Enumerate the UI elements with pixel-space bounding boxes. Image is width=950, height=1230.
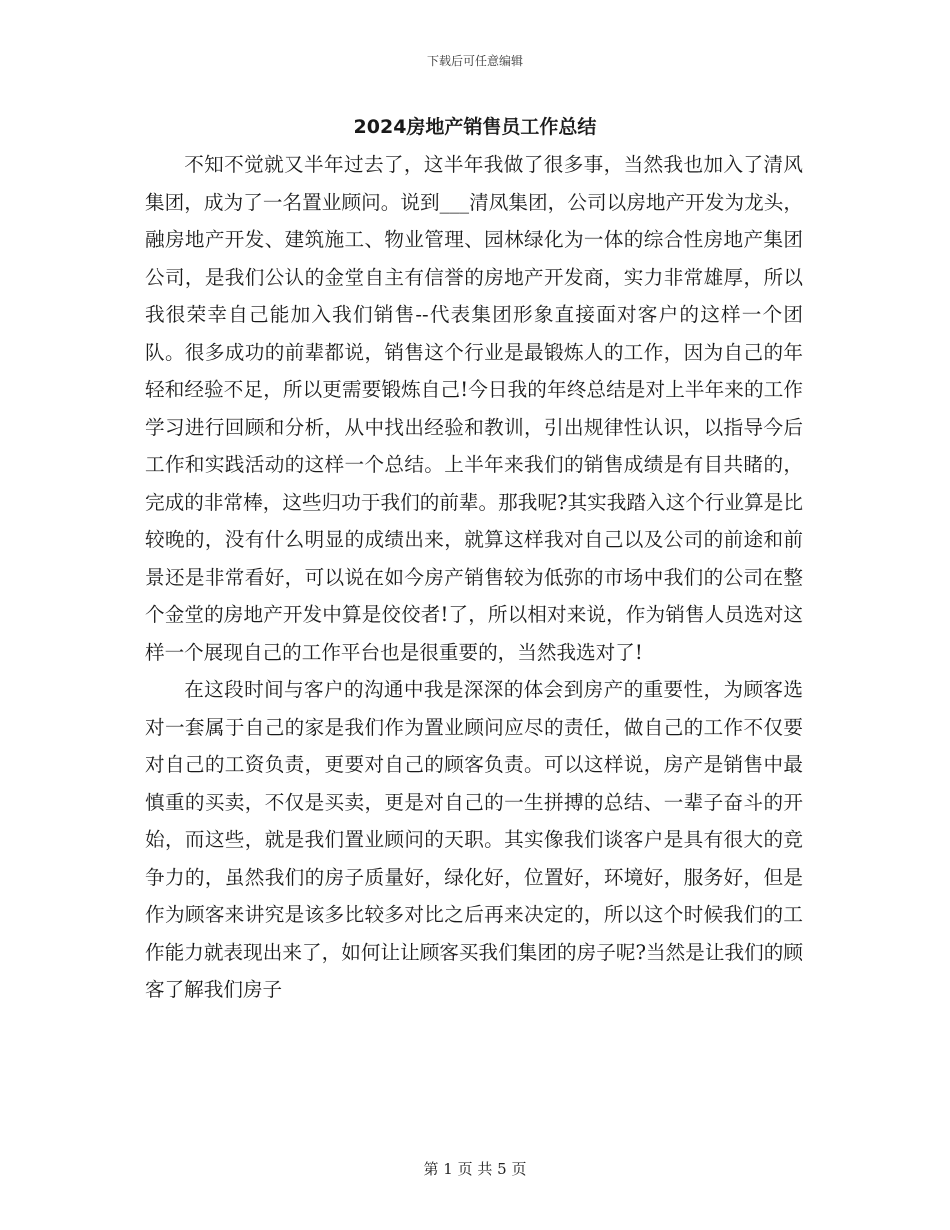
header-note: 下载后可任意编辑 bbox=[426, 54, 523, 68]
page-number: 第 1 页 共 5 页 bbox=[423, 1160, 527, 1178]
paragraph-1: 不知不觉就又半年过去了，这半年我做了很多事，当然我也加入了清风集团，成为了一名置业顾问。说到___清凤集团，公司以房地产开发为龙头，融房地产开发、建筑施工、物业管理、园林绿化为一体的综合性房地产集团公司，是我们公认的金堂自主有信誉的房地产开发商，实力非常雄厚，所以我很荣幸自己能加入我们销售--代表集团形象直接面对客户的这样一个团队。很多成功的前辈都说，销售这个行业是最锻炼人的工作，因为自己的年轻和经验不足，所以更需要锻炼自己!今日我的年终总结是对上半年来的工作学习进行回顾和分析，从中找出经验和教训，引出规律性认识，以指导今后工作和实践活动的这样一个总结。上半年来我们的销售成绩是有目共睹的，完成的非常棒，这些归功于我们的前辈。那我呢?其实我踏入这个行业算是比较晚的，没有什么明显的成绩出来，就算这样我对自己以及公司的前途和前景还是非常看好，可以说在如今房产销售较为低弥的市场中我们的公司在整个金堂的房地产开发中算是佼佼者!了，所以相对来说，作为销售人员选对这样一个展现自己的工作平台也是很重要的，当然我选对了! bbox=[145, 153, 803, 664]
paragraph-2: 在这段时间与客户的沟通中我是深深的体会到房产的重要性，为顾客选对一套属于自己的家是我们作为置业顾问应尽的责任，做自己的工作不仅要对自己的工资负责，更要对自己的顾客负责。可以这样说，房产是销售中最慎重的买卖，不仅是买卖，更是对自己的一生拼搏的总结、一辈子奋斗的开始，而这些，就是我们置业顾问的天职。其实像我们谈客户是具有很大的竞争力的，虽然我们的房子质量好，绿化好，位置好，环境好，服务好，但是作为顾客来讲究是该多比较多对比之后再来决定的，所以这个时候我们的工作能力就表现出来了，如何让让顾客买我们集团的房子呢?当然是让我们的顾客了解我们房子 bbox=[145, 678, 803, 1001]
document-body bbox=[145, 146, 803, 1009]
document-title: 2024房地产销售员工作总结 bbox=[353, 116, 597, 138]
